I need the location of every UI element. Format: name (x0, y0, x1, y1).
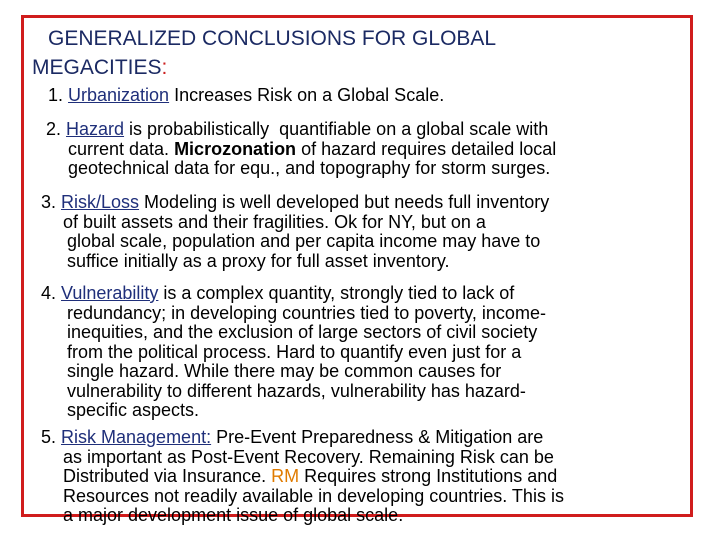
item-1-line-1 (48, 86, 444, 106)
conclusion-item-5 (41, 428, 564, 526)
item-3-text-1: Modeling is well developed but needs full inventory (139, 192, 550, 212)
item-4-line-4: from the political process. Hard to quantify even just for a (67, 341, 522, 362)
item-5-rm-term: RM (271, 466, 300, 486)
item-2-number: 2. (46, 119, 67, 139)
title-colon: : (161, 56, 168, 79)
item-4-line-6: vulnerability to different hazards, vulnerability has hazard- (67, 380, 526, 401)
item-3-line-1 (41, 193, 549, 213)
item-2-text-2: current data. (68, 138, 175, 159)
item-5-line-4: Resources not readily available in developing countries. This is (63, 485, 564, 506)
item-5-number: 5. (41, 427, 62, 447)
item-5-text-1: Pre-Event Preparedness & Mitigation are (211, 427, 544, 447)
item-4-line-2: redundancy; in developing countries tied to poverty, income- (67, 302, 546, 323)
item-4-line-7: specific aspects. (67, 400, 200, 420)
item-2-text-3: of hazard requires detailed local (296, 138, 557, 159)
title-megacities: MEGACITIES (32, 56, 162, 79)
item-2-keyword: Hazard (66, 119, 125, 139)
item-3-line-3: global scale, population and per capita income may have to (67, 231, 541, 251)
item-3-line-4: suffice initially as a proxy for full asset inventory. (67, 250, 450, 271)
item-1-number: 1. (48, 85, 69, 105)
item-1-keyword: Urbanization (68, 85, 170, 105)
item-5-text-3: Distributed via Insurance. (63, 466, 272, 486)
item-4-line-1 (41, 284, 546, 304)
item-5-line-5: a major development issue of global scale. (63, 505, 404, 525)
item-2-bold-term: Microzonation (174, 138, 297, 159)
item-5-line-1 (41, 428, 564, 448)
item-1-text: Increases Risk on a Global Scale. (169, 85, 445, 105)
conclusion-item-4 (41, 284, 546, 421)
item-2-line-3: geotechnical data for equ., and topography for storm surges. (68, 158, 551, 178)
item-4-text-1: is a complex quantity, strongly tied to lack of (158, 283, 515, 303)
title-line-2 (32, 56, 167, 79)
item-4-number: 4. (41, 283, 62, 303)
item-4-line-3: inequities, and the exclusion of large sectors of civil society (67, 322, 538, 342)
slide-title (32, 24, 632, 82)
conclusion-item-1 (48, 86, 444, 106)
item-5-keyword: Risk Management: (61, 427, 212, 447)
item-3-number: 3. (41, 192, 62, 212)
item-3-keyword: Risk/Loss (61, 192, 140, 212)
item-2-line-2 (46, 140, 556, 160)
item-4-line-5: single hazard. While there may be common causes for (67, 361, 502, 381)
conclusion-item-3 (41, 193, 549, 271)
item-5-line-2: as important as Post-Event Recovery. Remaining Risk can be (63, 446, 554, 467)
item-2-text-1: is probabilistically quantifiable on a global scale with (124, 119, 549, 139)
item-3-line-2: of built assets and their fragilities. Ok for NY, but on a (63, 211, 486, 232)
item-5-line-3 (41, 467, 564, 487)
item-5-text-4: Requires strong Institutions and (299, 466, 558, 486)
title-line-1: GENERALIZED CONCLUSIONS FOR GLOBAL (48, 27, 497, 50)
conclusion-item-2 (46, 120, 556, 179)
item-4-keyword: Vulnerability (61, 283, 159, 303)
item-2-line-1 (46, 120, 556, 140)
